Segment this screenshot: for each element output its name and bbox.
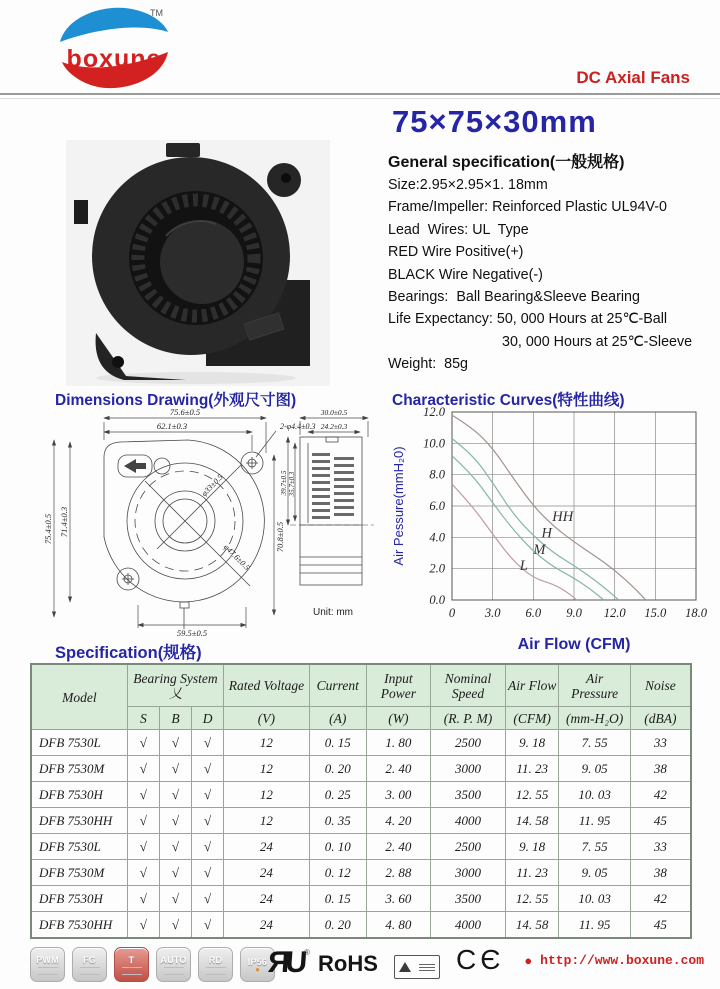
general-specification <box>388 149 718 376</box>
feature-icon-fg <box>72 947 107 982</box>
dim-side-width-inner: 24.2±0.3 <box>320 422 348 431</box>
value-cell: 33 <box>630 834 691 860</box>
feature-icon-rd <box>198 947 233 982</box>
value-cell: √ <box>127 912 159 939</box>
dimensions-drawing <box>42 407 382 639</box>
ul-certification-icon: ЯU <box>266 946 305 979</box>
dim-dia-inner: φ33±0.5 <box>199 472 225 499</box>
spec-line: Lead Wires: UL Type <box>388 221 529 238</box>
feature-icon-auto <box>156 947 191 982</box>
value-cell: 2. 40 <box>366 756 430 782</box>
feature-icon-detail <box>122 967 142 975</box>
feature-icon-label: FG <box>83 954 96 965</box>
curve-label-H: H <box>541 525 552 542</box>
dim-height-inner: 71.4±0.3 <box>59 506 69 538</box>
feature-icons-row <box>30 947 275 982</box>
value-cell: 14. 58 <box>505 912 559 939</box>
value-cell: 2500 <box>431 730 506 756</box>
value-cell: √ <box>192 886 224 912</box>
feature-icon-detail <box>164 967 184 975</box>
value-cell: 2500 <box>431 834 506 860</box>
column-header-model: Model <box>31 664 127 730</box>
value-cell: 9. 18 <box>505 834 559 860</box>
feature-icon-label: AUTO <box>160 954 187 965</box>
column-header-current: Current <box>309 664 366 707</box>
value-cell: 42 <box>630 886 691 912</box>
value-cell: 3500 <box>431 886 506 912</box>
specification-table <box>30 663 692 939</box>
table-row <box>31 756 691 782</box>
value-cell: √ <box>127 782 159 808</box>
y-tick-label: 2.0 <box>429 561 445 576</box>
y-tick-label: 12.0 <box>423 405 445 419</box>
spec-line: Bearings: Ball Bearing&Sleeve Bearing <box>388 289 640 306</box>
value-cell: √ <box>192 834 224 860</box>
y-axis-label: Air Pessure(mmH₂0) <box>391 446 406 566</box>
value-cell: √ <box>159 756 191 782</box>
feature-icon-t <box>114 947 149 982</box>
value-cell: 33 <box>630 730 691 756</box>
value-cell: 24 <box>224 912 310 939</box>
y-tick-label: 4.0 <box>429 530 445 545</box>
website-url: http://www.boxune.com <box>540 953 704 968</box>
table-row <box>31 912 691 939</box>
value-cell: √ <box>159 782 191 808</box>
value-cell: 0. 15 <box>309 886 366 912</box>
bullet-icon: ● <box>524 953 533 968</box>
rohs-mark: RoHS <box>318 951 378 976</box>
side-view-vents <box>312 453 354 519</box>
table-row <box>31 730 691 756</box>
model-cell: DFB 7530HH <box>31 808 127 834</box>
value-cell: 9. 05 <box>559 756 630 782</box>
curve-M <box>452 456 604 600</box>
value-cell: 4000 <box>431 808 506 834</box>
characteristic-curves-chart <box>388 398 710 636</box>
value-cell: √ <box>159 860 191 886</box>
logo-wordmark: boxune <box>66 45 162 73</box>
value-cell: √ <box>127 756 159 782</box>
column-header-bearing-system: Bearing System 乂 <box>127 664 223 707</box>
model-cell: DFB 7530M <box>31 860 127 886</box>
spec-line: Frame/Impeller: Reinforced Plastic UL94V-0 <box>388 199 667 216</box>
column-header-input-power: Input Power <box>366 664 430 707</box>
column-header-rated-voltage: Rated Voltage <box>224 664 310 707</box>
value-cell: 4000 <box>431 912 506 939</box>
trademark-symbol: TM <box>150 8 163 18</box>
product-photo <box>66 140 330 386</box>
value-cell: 7. 55 <box>559 834 630 860</box>
dimensions-heading: Dimensions Drawing(外观尺寸图) <box>55 392 297 409</box>
chart-x-axis-label: Air Flow (CFM) <box>517 636 631 653</box>
table-row <box>31 808 691 834</box>
model-cell: DFB 7530H <box>31 782 127 808</box>
value-cell: √ <box>127 886 159 912</box>
table-row <box>31 782 691 808</box>
model-cell: DFB 7530L <box>31 730 127 756</box>
value-cell: √ <box>127 860 159 886</box>
value-cell: 0. 35 <box>309 808 366 834</box>
dim-height-right: 70.8±0.5 <box>275 521 285 553</box>
value-cell: 11. 23 <box>505 756 559 782</box>
column-unit: (R. P. M) <box>431 707 506 730</box>
feature-icon-detail <box>38 967 58 975</box>
feature-icon-label: RD <box>208 954 223 965</box>
value-cell: 12 <box>224 730 310 756</box>
dim-height-outer: 75.4±0.5 <box>43 513 53 545</box>
unit-note: Unit: mm <box>313 607 353 618</box>
x-tick-label: 12.0 <box>603 606 626 620</box>
spec-line: Size:2.95×2.95×1. 18mm <box>388 177 548 193</box>
value-cell: 9. 05 <box>559 860 630 886</box>
dim-side-height-inner: 35.7±0.3 <box>288 471 296 497</box>
dim-dia-outer: φ47.6±0.5 <box>221 542 252 573</box>
table-row <box>31 860 691 886</box>
value-cell: √ <box>127 730 159 756</box>
value-cell: 45 <box>630 808 691 834</box>
curve-HH <box>452 415 646 600</box>
spec-line: Life Expectancy: 50, 000 Hours at 25℃-Ball <box>388 311 668 328</box>
column-header-noise: Noise <box>630 664 691 707</box>
specification-heading: Specification(规格) <box>55 644 202 662</box>
feature-icon-label: PWM <box>36 954 59 965</box>
y-tick-label: 8.0 <box>429 467 445 482</box>
curve-H <box>452 439 619 600</box>
value-cell: 12. 55 <box>505 782 559 808</box>
table-row <box>31 834 691 860</box>
value-cell: 4. 20 <box>366 808 430 834</box>
dim-width-outer: 75.6±0.5 <box>169 407 201 417</box>
spec-line: Weight: 85g <box>388 356 469 373</box>
value-cell: 24 <box>224 886 310 912</box>
value-cell: √ <box>192 860 224 886</box>
value-cell: 11. 95 <box>559 912 630 939</box>
value-cell: √ <box>192 912 224 939</box>
value-cell: 0. 15 <box>309 730 366 756</box>
value-cell: 2. 88 <box>366 860 430 886</box>
curve-L <box>452 484 577 600</box>
value-cell: 12 <box>224 808 310 834</box>
bearing-subcolumn-b: B <box>159 707 191 730</box>
front-view-outline <box>104 440 264 629</box>
x-tick-label: 3.0 <box>484 606 501 620</box>
table-row <box>31 886 691 912</box>
column-header-air-flow: Air Flow <box>505 664 559 707</box>
bearing-subcolumn-d: D <box>192 707 224 730</box>
value-cell: √ <box>159 730 191 756</box>
value-cell: 3. 60 <box>366 886 430 912</box>
value-cell: 12 <box>224 782 310 808</box>
droplet-icon: ● <box>255 964 260 974</box>
value-cell: √ <box>159 808 191 834</box>
spec-line: BLACK Wire Negative(-) <box>388 266 543 283</box>
value-cell: 10. 03 <box>559 782 630 808</box>
website-line <box>524 953 704 968</box>
value-cell: 4. 80 <box>366 912 430 939</box>
warning-label-icon <box>394 955 440 979</box>
value-cell: 0. 20 <box>309 912 366 939</box>
value-cell: 3500 <box>431 782 506 808</box>
feature-icon-detail <box>80 967 100 975</box>
value-cell: 1. 80 <box>366 730 430 756</box>
value-cell: 11. 23 <box>505 860 559 886</box>
page-category-title: DC Axial Fans <box>576 68 690 87</box>
value-cell: 24 <box>224 834 310 860</box>
value-cell: 12. 55 <box>505 886 559 912</box>
value-cell: 9. 18 <box>505 730 559 756</box>
general-spec-heading: General specification(一般规格) <box>388 154 625 171</box>
curve-label-L: L <box>519 558 528 575</box>
column-unit: (W) <box>366 707 430 730</box>
dim-side-height-outer: 39.7±0.5 <box>280 470 288 496</box>
curves-heading: Characteristic Curves(特性曲线) <box>392 392 625 409</box>
side-view-outline <box>290 437 374 585</box>
value-cell: 3000 <box>431 860 506 886</box>
value-cell: √ <box>127 808 159 834</box>
spec-line: RED Wire Positive(+) <box>388 244 524 261</box>
curve-label-HH: HH <box>552 508 574 525</box>
product-size-title: 75×75×30mm <box>392 104 597 139</box>
model-cell: DFB 7530H <box>31 886 127 912</box>
value-cell: 0. 25 <box>309 782 366 808</box>
feature-icon-detail <box>206 967 226 975</box>
feature-icon-label: T <box>128 954 135 965</box>
column-unit: (dBA) <box>630 707 691 730</box>
value-cell: 0. 10 <box>309 834 366 860</box>
value-cell: 0. 20 <box>309 756 366 782</box>
warning-triangle-icon <box>399 962 411 972</box>
value-cell: 45 <box>630 912 691 939</box>
registered-symbol: ® <box>304 948 310 957</box>
x-tick-label: 0 <box>448 606 456 620</box>
value-cell: √ <box>127 834 159 860</box>
column-unit: (CFM) <box>505 707 559 730</box>
value-cell: √ <box>192 808 224 834</box>
spec-line: 30, 000 Hours at 25℃-Sleeve <box>502 333 693 350</box>
model-cell: DFB 7530HH <box>31 912 127 939</box>
column-header-nominal-speed: Nominal Speed <box>431 664 506 707</box>
boxune-logo <box>52 2 176 94</box>
y-tick-label: 0.0 <box>429 593 445 607</box>
curve-label-M: M <box>533 541 546 558</box>
feature-icon-label: IP56 <box>247 956 268 967</box>
value-cell: 14. 58 <box>505 808 559 834</box>
dimension-labels <box>43 407 348 638</box>
model-cell: DFB 7530L <box>31 834 127 860</box>
model-cell: DFB 7530M <box>31 756 127 782</box>
value-cell: √ <box>192 730 224 756</box>
value-cell: √ <box>159 886 191 912</box>
value-cell: 38 <box>630 860 691 886</box>
value-cell: 24 <box>224 860 310 886</box>
value-cell: 7. 55 <box>559 730 630 756</box>
value-cell: 10. 03 <box>559 886 630 912</box>
value-cell: 11. 95 <box>559 808 630 834</box>
blower-fan-image <box>66 140 330 386</box>
bearing-subcolumn-s: S <box>127 707 159 730</box>
y-tick-label: 6.0 <box>429 499 445 513</box>
label-text-lines <box>419 962 435 973</box>
column-unit: (A) <box>309 707 366 730</box>
value-cell: √ <box>159 912 191 939</box>
dim-width-inner: 62.1±0.3 <box>156 421 188 431</box>
value-cell: 42 <box>630 782 691 808</box>
y-tick-label: 10.0 <box>423 436 445 451</box>
dim-width-bottom: 59.5±0.5 <box>176 628 208 638</box>
x-tick-label: 9.0 <box>566 606 582 620</box>
header-divider <box>0 93 720 99</box>
value-cell: 0. 12 <box>309 860 366 886</box>
value-cell: √ <box>192 756 224 782</box>
x-tick-label: 6.0 <box>525 606 542 620</box>
feature-icon-pwm <box>30 947 65 982</box>
x-tick-label: 18.0 <box>685 606 707 620</box>
column-header-air-pressure: Air Pressure <box>559 664 630 707</box>
column-unit: (mm-H₂O) <box>559 707 630 730</box>
x-tick-label: 15.0 <box>644 606 667 620</box>
value-cell: 2. 40 <box>366 834 430 860</box>
value-cell: 38 <box>630 756 691 782</box>
value-cell: √ <box>192 782 224 808</box>
value-cell: 12 <box>224 756 310 782</box>
ce-certification-icon: CЄ <box>456 944 505 975</box>
value-cell: 3000 <box>431 756 506 782</box>
value-cell: √ <box>159 834 191 860</box>
column-unit: (V) <box>224 707 310 730</box>
dim-holes: 2-φ4.4±0.3 <box>280 422 316 431</box>
general-spec-lines <box>388 174 718 376</box>
dim-side-width-outer: 30.0±0.5 <box>320 408 348 417</box>
value-cell: 3. 00 <box>366 782 430 808</box>
